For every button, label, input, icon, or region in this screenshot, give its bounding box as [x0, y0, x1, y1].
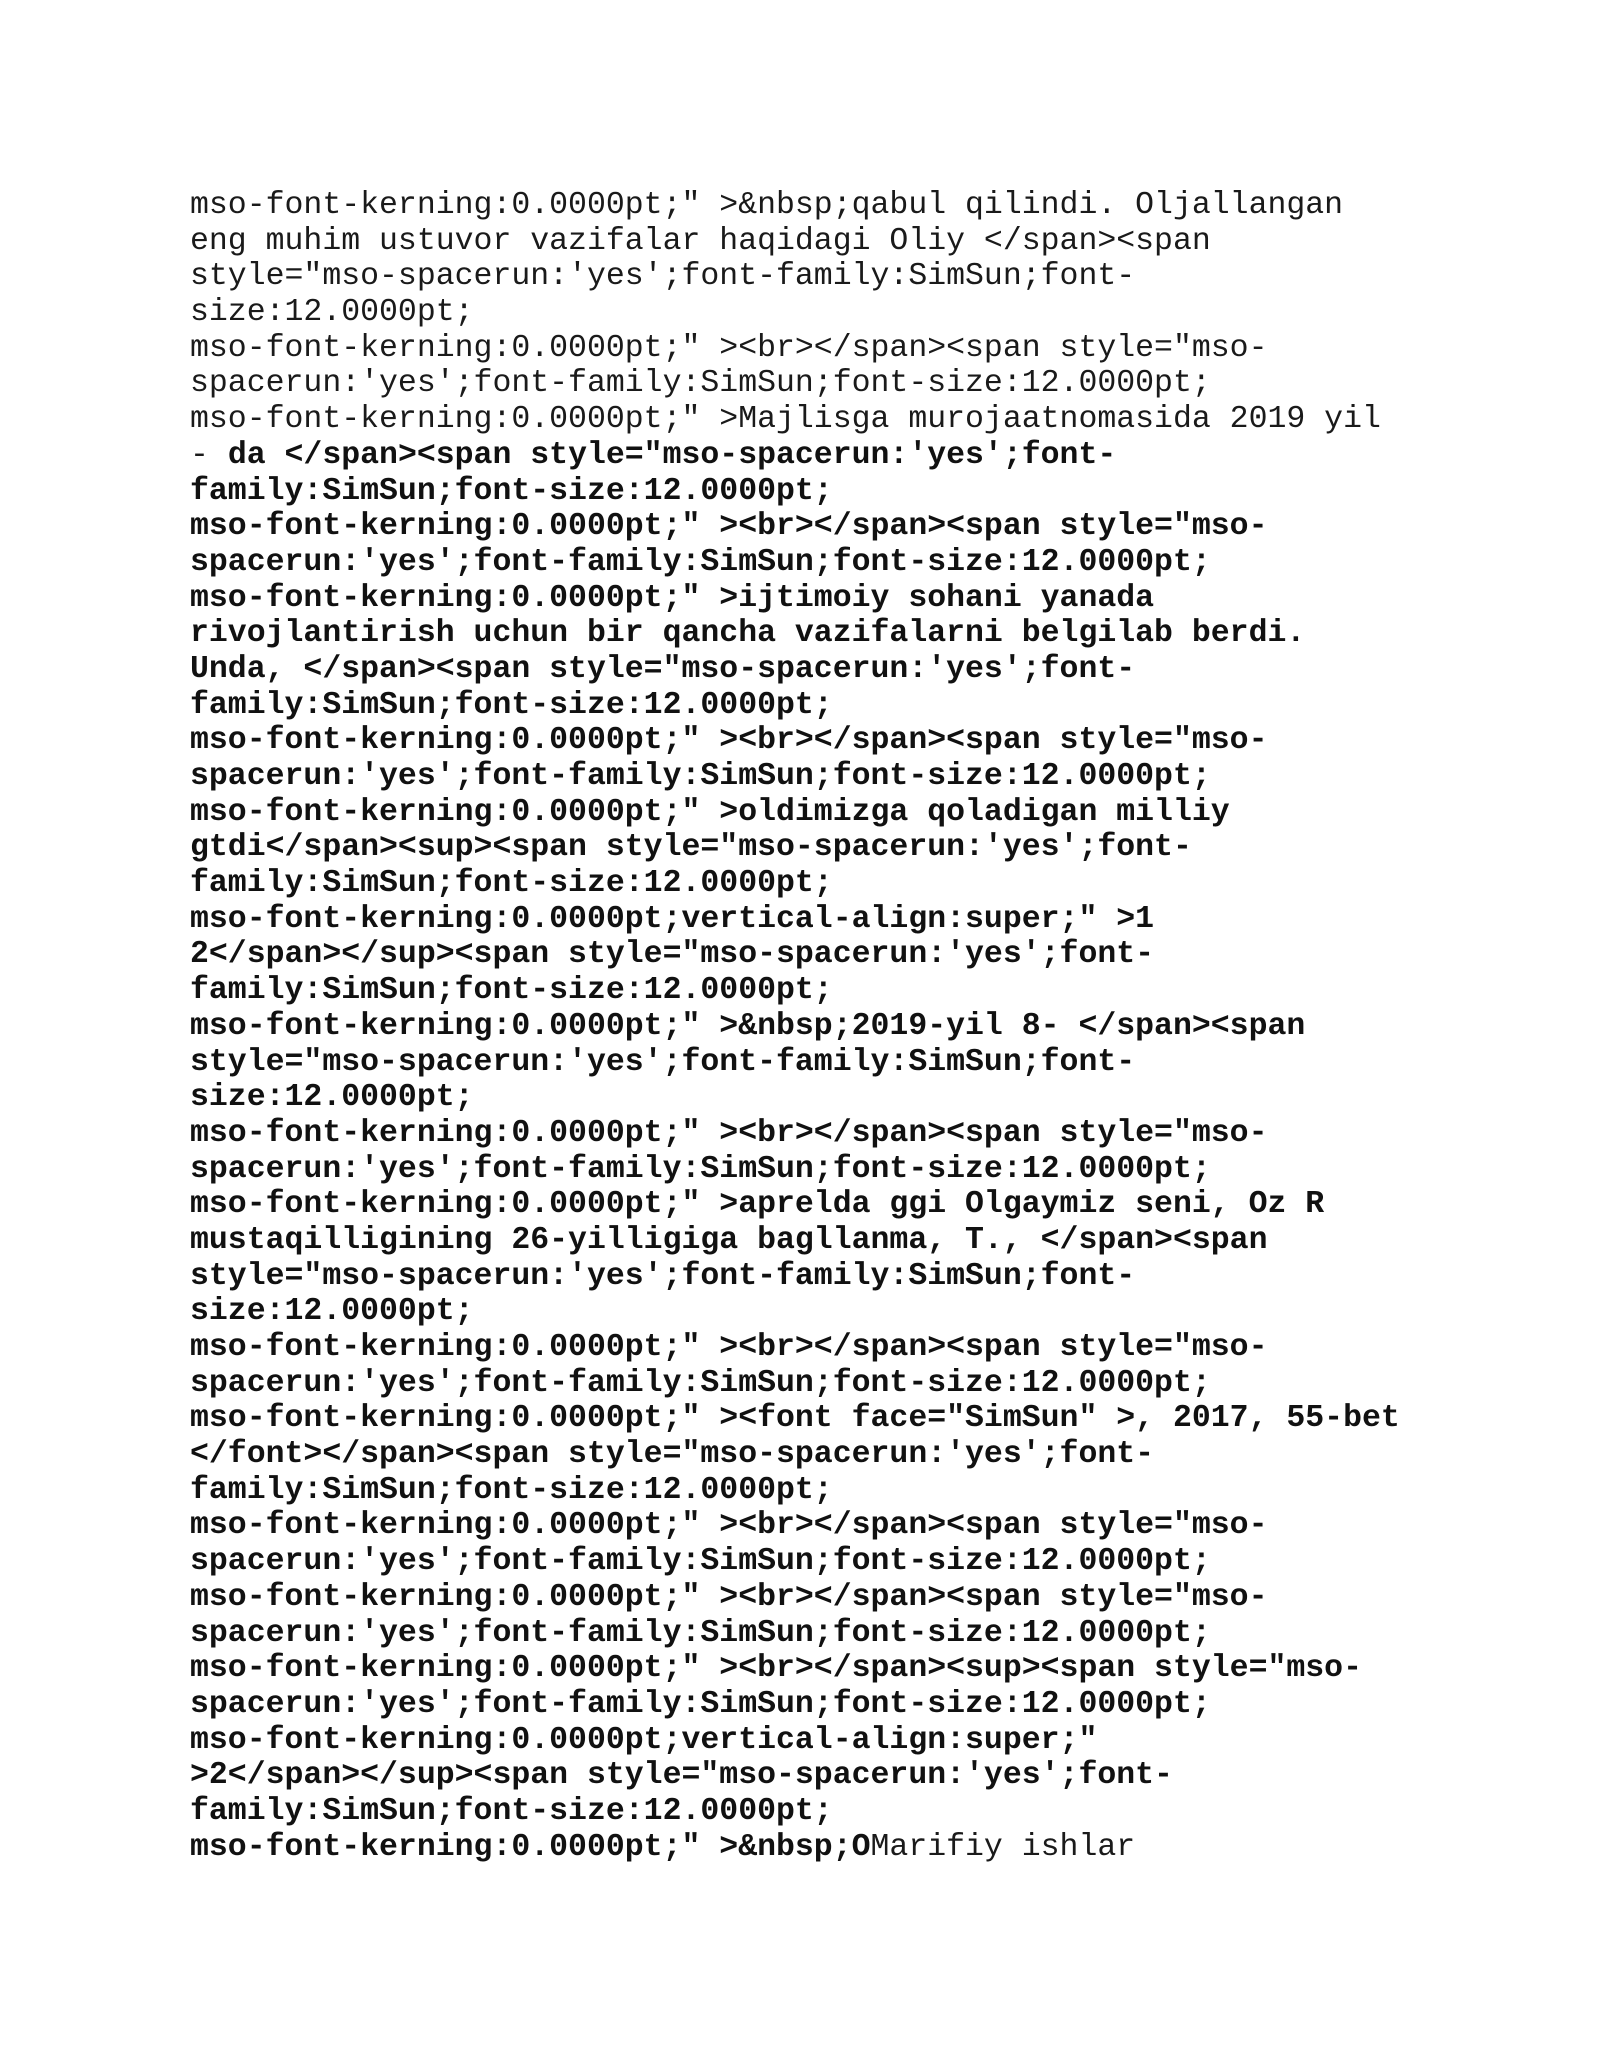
text-line: [190, 937, 1490, 973]
text-line: [190, 1830, 1490, 1866]
text-line: [190, 1758, 1490, 1794]
text-line: [190, 474, 1490, 510]
bold-text-segment: >2</span></sup><span style="mso-spacerun:'yes';font-: [190, 1758, 1173, 1794]
bold-text-segment: mustaqilligining 26-yilligiga bagllanma, T., </span><span: [190, 1222, 1268, 1258]
text-line: [190, 1580, 1490, 1616]
text-line: [190, 1651, 1490, 1687]
text-line: [190, 1508, 1490, 1544]
text-line: [190, 652, 1490, 688]
bold-text-segment: size:12.0000pt;: [190, 1080, 474, 1116]
text-line: [190, 1616, 1490, 1652]
text-line: [190, 1009, 1490, 1045]
bold-text-segment: spacerun:'yes';font-family:SimSun;font-size:12.0000pt;: [190, 1151, 1211, 1187]
text-line: [190, 830, 1490, 866]
text-line: [190, 366, 1490, 402]
text-line: [190, 723, 1490, 759]
text-line: [190, 973, 1490, 1009]
bold-text-segment: mso-font-kerning:0.0000pt;vertical-align:super;": [190, 1722, 1098, 1758]
bold-text-segment: 2</span></sup><span style="mso-spacerun:'yes';font-: [190, 937, 1155, 973]
bold-text-segment: size:12.0000pt;: [190, 1294, 474, 1330]
bold-text-segment: Unda, </span><span style="mso-spacerun:'yes';font-: [190, 651, 1136, 687]
text-line: [190, 1152, 1490, 1188]
bold-text-segment: mso-font-kerning:0.0000pt;" >&nbsp;O: [190, 1829, 871, 1865]
bold-text-segment: mso-font-kerning:0.0000pt;vertical-align:super;" >1: [190, 901, 1155, 937]
text-line: [190, 188, 1490, 224]
bold-text-segment: mso-font-kerning:0.0000pt;" ><font face="SimSun" >, 2017, 55-bet: [190, 1401, 1400, 1437]
bold-text-segment: spacerun:'yes';font-family:SimSun;font-size:12.0000pt;: [190, 1365, 1211, 1401]
bold-text-segment: style="mso-spacerun:'yes';font-family:SimSun;font-: [190, 1044, 1136, 1080]
bold-text-segment: mso-font-kerning:0.0000pt;" >aprelda ggi Olgaymiz seni, Oz R: [190, 1187, 1325, 1223]
document-text-block: [190, 188, 1490, 1865]
text-line: [190, 402, 1490, 438]
text-segment: mso-font-kerning:0.0000pt;" >&nbsp;qabul qilindi. Oljallangan: [190, 188, 1344, 223]
text-line: [190, 902, 1490, 938]
bold-text-segment: family:SimSun;font-size:12.0000pt;: [190, 866, 833, 902]
text-line: [190, 1401, 1490, 1437]
text-segment: -: [190, 437, 228, 473]
bold-text-segment: spacerun:'yes';font-family:SimSun;font-size:12.0000pt;: [190, 544, 1211, 580]
text-segment: mso-font-kerning:0.0000pt;" ><br></span><span style="mso-: [190, 330, 1268, 366]
text-line: [190, 1294, 1490, 1330]
bold-text-segment: mso-font-kerning:0.0000pt;" ><br></span><span style="mso-: [190, 1579, 1268, 1615]
text-line: [190, 331, 1490, 367]
bold-text-segment: family:SimSun;font-size:12.0000pt;: [190, 1472, 833, 1508]
text-line: [190, 545, 1490, 581]
text-line: [190, 1116, 1490, 1152]
bold-text-segment: mso-font-kerning:0.0000pt;" >oldimizga qoladigan milliy: [190, 794, 1230, 830]
bold-text-segment: mso-font-kerning:0.0000pt;" ><br></span><span style="mso-: [190, 1508, 1268, 1544]
bold-text-segment: style="mso-spacerun:'yes';font-family:SimSun;font-: [190, 1258, 1136, 1294]
bold-text-segment: mso-font-kerning:0.0000pt;" ><br></span><span style="mso-: [190, 1115, 1268, 1151]
text-line: [190, 688, 1490, 724]
bold-text-segment: family:SimSun;font-size:12.0000pt;: [190, 973, 833, 1009]
text-line: [190, 1259, 1490, 1295]
text-segment: size:12.0000pt;: [190, 295, 474, 331]
text-line: [190, 509, 1490, 545]
bold-text-segment: spacerun:'yes';font-family:SimSun;font-size:12.0000pt;: [190, 1615, 1211, 1651]
bold-text-segment: spacerun:'yes';font-family:SimSun;font-size:12.0000pt;: [190, 1544, 1211, 1580]
text-line: [190, 1223, 1490, 1259]
text-line: [190, 1330, 1490, 1366]
text-line: [190, 224, 1490, 260]
text-segment: Marifiy ishlar: [870, 1829, 1136, 1865]
bold-text-segment: mso-font-kerning:0.0000pt;" >&nbsp;2019-yil 8- </span><span: [190, 1008, 1306, 1044]
text-segment: eng muhim ustuvor vazifalar haqidagi Oliy </span><span: [190, 223, 1211, 259]
bold-text-segment: mso-font-kerning:0.0000pt;" ><br></span><span style="mso-: [190, 509, 1268, 545]
bold-text-segment: family:SimSun;font-size:12.0000pt;: [190, 473, 833, 509]
bold-text-segment: gtdi</span><sup><span style="mso-spacerun:'yes';font-: [190, 830, 1192, 866]
text-line: [190, 1723, 1490, 1759]
bold-text-segment: family:SimSun;font-size:12.0000pt;: [190, 1793, 833, 1829]
text-line: [190, 1437, 1490, 1473]
text-line: [190, 1366, 1490, 1402]
text-line: [190, 295, 1490, 331]
bold-text-segment: mso-font-kerning:0.0000pt;" ><br></span><sup><span style="mso-: [190, 1651, 1362, 1687]
text-line: [190, 259, 1490, 295]
bold-text-segment: rivojlantirish uchun bir qancha vazifalarni belgilab berdi.: [190, 616, 1306, 652]
text-line: [190, 616, 1490, 652]
text-line: [190, 1473, 1490, 1509]
bold-text-segment: family:SimSun;font-size:12.0000pt;: [190, 687, 833, 723]
bold-text-segment: mso-font-kerning:0.0000pt;" ><br></span><span style="mso-: [190, 723, 1268, 759]
text-segment: style="mso-spacerun:'yes';font-family:SimSun;font-: [190, 259, 1136, 295]
text-line: [190, 1187, 1490, 1223]
bold-text-segment: da </span><span style="mso-spacerun:'yes';font-: [227, 437, 1117, 473]
text-line: [190, 795, 1490, 831]
bold-text-segment: mso-font-kerning:0.0000pt;" ><br></span><span style="mso-: [190, 1330, 1268, 1365]
text-line: [190, 438, 1490, 474]
text-line: [190, 1794, 1490, 1830]
bold-text-segment: spacerun:'yes';font-family:SimSun;font-size:12.0000pt;: [190, 1686, 1211, 1722]
text-line: [190, 1687, 1490, 1723]
text-line: [190, 581, 1490, 617]
bold-text-segment: mso-font-kerning:0.0000pt;" >ijtimoiy sohani yanada: [190, 580, 1155, 616]
text-line: [190, 1045, 1490, 1081]
text-line: [190, 1544, 1490, 1580]
text-line: [190, 1080, 1490, 1116]
text-segment: mso-font-kerning:0.0000pt;" >Majlisga murojaatnomasida 2019 yil: [190, 402, 1381, 438]
text-segment: spacerun:'yes';font-family:SimSun;font-size:12.0000pt;: [190, 366, 1211, 402]
text-line: [190, 866, 1490, 902]
text-line: [190, 759, 1490, 795]
bold-text-segment: spacerun:'yes';font-family:SimSun;font-size:12.0000pt;: [190, 759, 1211, 794]
bold-text-segment: </font></span><span style="mso-spacerun:'yes';font-: [190, 1437, 1155, 1473]
